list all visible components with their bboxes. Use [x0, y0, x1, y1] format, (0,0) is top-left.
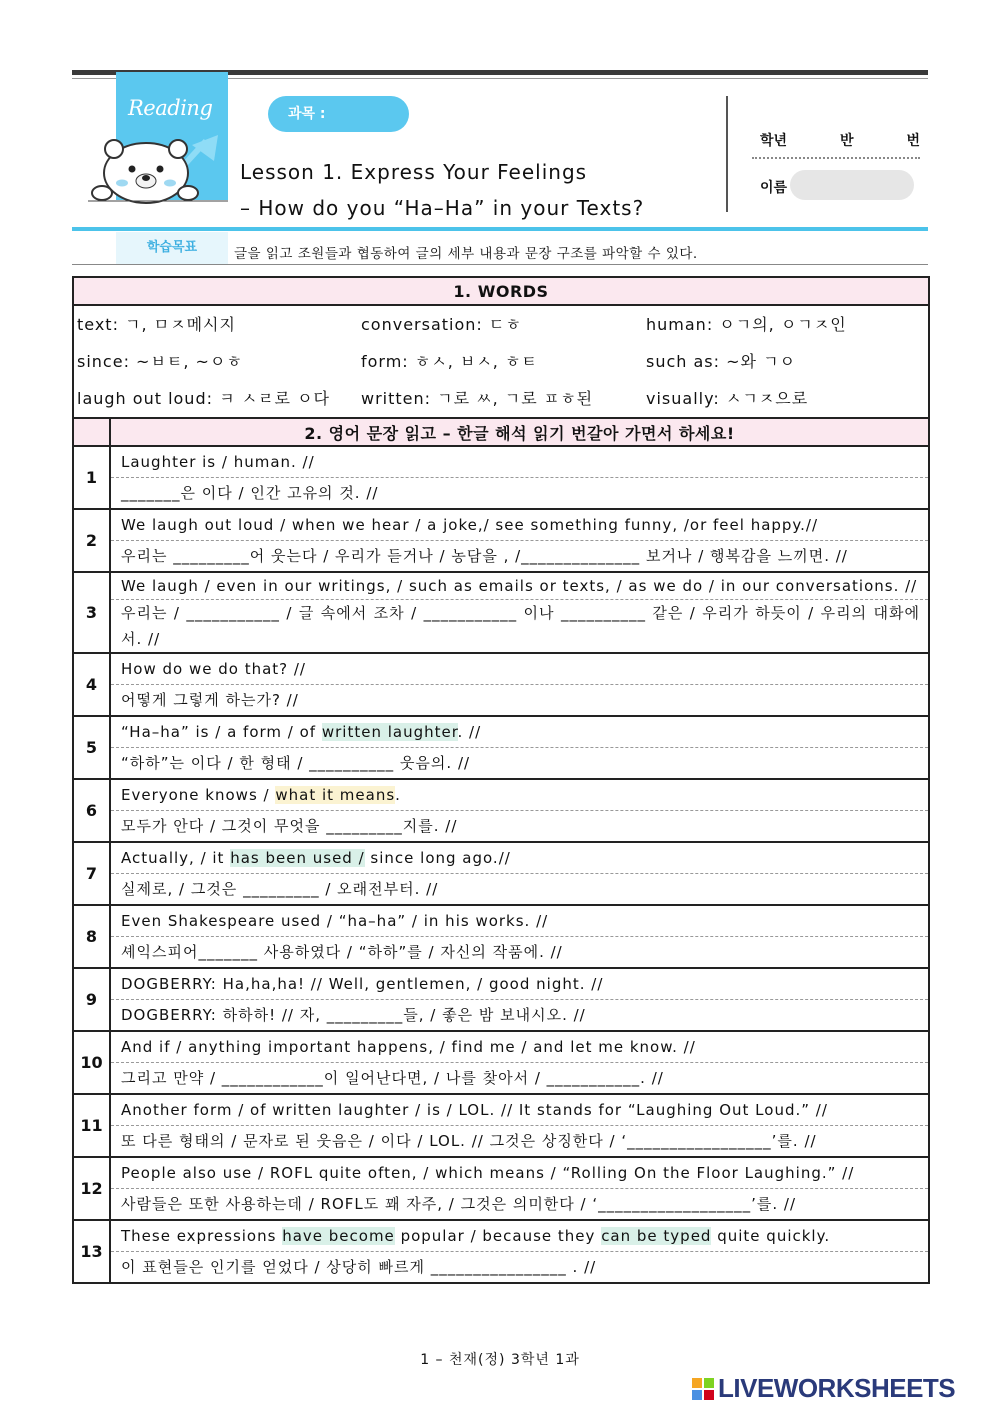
korean-line: 또 다른 형태의 / 문자로 된 웃음은 / 이다 / LOL. // 그것은 상징한다 / ‘_________________’를. // — [121, 1132, 817, 1150]
highlighted-phrase: what it means — [275, 786, 396, 804]
row-number: 11 — [73, 1094, 110, 1157]
korean-line: _______은 이다 / 인간 고유의 것. // — [121, 484, 379, 502]
english-text: These expressions — [121, 1227, 283, 1245]
highlighted-phrase: written laughter — [321, 723, 458, 741]
korean-line: “하하”는 이다 / 한 형태 / __________ 웃음의. // — [121, 754, 471, 772]
highlighted-phrase: has been used / — [230, 849, 365, 867]
word-item: since: ~ㅂㅌ, ~ㅇㅎ — [77, 352, 243, 371]
english-text: “Ha–ha” is / a form / of — [121, 723, 322, 741]
row-number: 4 — [73, 653, 110, 716]
english-line: Another form / of written laughter / is / LOL. // It stands for “Laughing Out Loud.” // — [111, 1095, 928, 1126]
number-label: 번 — [906, 133, 920, 149]
sentence-row — [73, 1094, 929, 1157]
word-item: laugh out loud: ㅋ ㅅㄹ로 ㅇ다 — [77, 389, 330, 408]
row-number: 2 — [73, 509, 110, 572]
dotted-divider — [752, 157, 920, 159]
word-item: visually: ㅅㄱㅈ으로 — [646, 389, 809, 408]
english-text: since long ago.// — [364, 849, 511, 867]
english-line — [111, 843, 928, 874]
korean-line: 그리고 만약 / ____________이 일어난다면, / 나를 찾아서 / ___________. // — [121, 1069, 664, 1087]
sentence-row — [73, 779, 929, 842]
grade-label: 학년 — [760, 133, 788, 149]
row-number: 7 — [73, 842, 110, 905]
english-line: Even Shakespeare used / “ha–ha” / in his works. // — [111, 906, 928, 937]
korean-line: 이 표현들은 인기를 얻었다 / 상당히 빠르게 ________________ . // — [121, 1258, 597, 1276]
english-text: . // — [457, 723, 482, 741]
word-item: text: ㄱ, ㅁㅈ메시지 — [77, 315, 236, 334]
sentence-row — [73, 1031, 929, 1094]
highlighted-phrase: can be typed — [601, 1227, 712, 1245]
english-text: . — [395, 786, 401, 804]
row-number: 13 — [73, 1220, 110, 1283]
name-input[interactable] — [790, 170, 914, 200]
word-item: conversation: ㄷㅎ — [361, 315, 522, 334]
row-number: 12 — [73, 1157, 110, 1220]
reading-label: Reading — [128, 96, 213, 120]
row-number: 10 — [73, 1031, 110, 1094]
sentence-row — [73, 446, 929, 509]
objective-text: 글을 읽고 조원들과 협동하여 글의 세부 내용과 문장 구조를 파악할 수 있다. — [234, 246, 698, 262]
korean-line: 실제로, / 그것은 _________ / 오래전부터. // — [121, 880, 439, 898]
english-line: We laugh / even in our writings, / such as emails or texts, / as we do / in our conversations. // — [111, 573, 928, 600]
objective-bottom-rule — [72, 264, 928, 265]
highlighted-phrase: have become — [282, 1227, 395, 1245]
liveworksheets-brand[interactable]: LIVEWORKSHEETS — [718, 1373, 956, 1403]
sentence-row — [73, 1157, 929, 1220]
sentence-row — [73, 968, 929, 1031]
english-text: quite quickly. — [711, 1227, 831, 1245]
sentence-row — [73, 1220, 929, 1283]
objective-rule — [72, 227, 928, 231]
word-item: human: ㅇㄱ의, ㅇㄱㅈ인 — [646, 315, 847, 334]
english-text: Actually, / it — [121, 849, 231, 867]
words-title: 1. WORDS — [73, 277, 929, 305]
korean-line: 어떻게 그렇게 하는가? // — [121, 691, 299, 709]
page-footer: 1 – 천재(정) 3학년 1과 — [420, 1352, 580, 1368]
sentence-row — [73, 653, 929, 716]
sentence-row — [73, 842, 929, 905]
row-number: 5 — [73, 716, 110, 779]
english-line: We laugh out loud / when we hear / a joke,/ see something funny, /or feel happy.// — [111, 510, 928, 541]
row-number: 6 — [73, 779, 110, 842]
worksheet-table — [72, 276, 930, 1284]
korean-line: 우리는 / ___________ / 글 속에서 조차 / ___________ 이나 __________ 같은 / 우리가 하듯이 / 우리의 대화에서. // — [121, 604, 920, 648]
lesson-subtitle: – How do you “Ha–Ha” in your Texts? — [240, 196, 645, 220]
row-number: 1 — [73, 446, 110, 509]
word-item: form: ㅎㅅ, ㅂㅅ, ㅎㅌ — [361, 352, 538, 371]
english-line: People also use / ROFL quite often, / which means / “Rolling On the Floor Laughing.” // — [111, 1158, 928, 1189]
english-line — [111, 717, 928, 748]
row-number: 3 — [73, 572, 110, 653]
korean-line: DOGBERRY: 하하하! // 자, _________들, / 좋은 밤 보내시오. // — [121, 1006, 586, 1024]
korean-line: 사람들은 또한 사용하는데 / ROFL도 꽤 자주, / 그것은 의미한다 / ‘__________________’를. // — [121, 1195, 797, 1213]
sentence-row — [73, 716, 929, 779]
word-item: such as: ~와 ㄱㅇ — [646, 352, 796, 371]
row-number: 8 — [73, 905, 110, 968]
grade-class-number — [760, 130, 920, 150]
class-label: 반 — [840, 133, 854, 149]
word-item: written: ㄱ로 ㅆ, ㄱ로 ㅍㅎ된 — [361, 389, 594, 408]
english-line — [111, 780, 928, 811]
english-line: And if / anything important happens, / find me / and let me know. // — [111, 1032, 928, 1063]
korean-line: 우리는 _________어 웃는다 / 우리가 듣거나 / 농담을 , /______________ 보거나 / 행복감을 느끼면. // — [121, 547, 848, 565]
english-line — [111, 1221, 928, 1252]
english-line: Laughter is / human. // — [111, 447, 928, 478]
sentences-title: 2. 영어 문장 읽고 – 한글 해석 읽기 번갈아 가면서 하세요! — [110, 418, 929, 446]
english-text: Everyone knows / — [121, 786, 276, 804]
words-list — [73, 305, 929, 418]
name-label: 이름 — [760, 180, 788, 196]
row-number: 9 — [73, 968, 110, 1031]
sentences-corner — [73, 418, 110, 446]
korean-line: 셰익스피어_______ 사용하였다 / “하하”를 / 자신의 작품에. // — [121, 943, 563, 961]
english-line: DOGBERRY: Ha,ha,ha! // Well, gentlemen, / good night. // — [111, 969, 928, 1000]
objective-label: 학습목표 — [116, 232, 228, 264]
liveworksheets-logo-icon — [692, 1378, 714, 1400]
sentence-row — [73, 572, 929, 653]
subject-field[interactable]: 과목 : — [268, 96, 409, 132]
sentence-row — [73, 905, 929, 968]
lesson-title: Lesson 1. Express Your Feelings — [240, 160, 588, 184]
sentence-row — [73, 509, 929, 572]
korean-line: 모두가 안다 / 그것이 무엇을 _________지를. // — [121, 817, 458, 835]
english-line: How do we do that? // — [111, 654, 928, 685]
polar-bear-icon — [88, 135, 228, 207]
english-text: popular / because they — [394, 1227, 602, 1245]
header-divider — [726, 96, 728, 212]
